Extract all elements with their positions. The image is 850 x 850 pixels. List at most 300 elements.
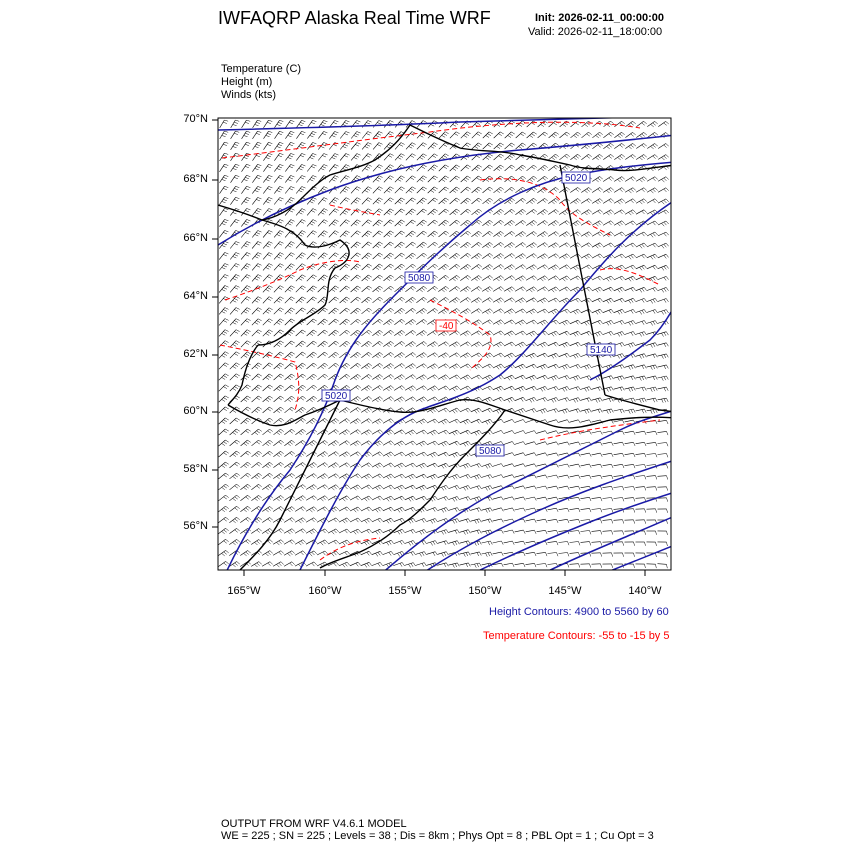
wind-barb-feather <box>224 431 227 433</box>
wind-barb-feather <box>664 233 667 236</box>
wind-barb <box>219 208 224 215</box>
wind-barb <box>340 220 346 227</box>
wind-barb-feather <box>325 441 328 444</box>
wind-barb <box>428 242 435 248</box>
wind-barb <box>263 253 269 260</box>
wind-barb-feather <box>477 266 480 269</box>
wind-barb-feather <box>280 131 284 132</box>
wind-barb-feather <box>365 256 368 258</box>
wind-barb <box>296 220 302 227</box>
wind-barb-feather <box>611 199 614 202</box>
wind-barb <box>241 219 246 226</box>
wind-barb-feather <box>521 200 524 203</box>
wind-barb <box>472 132 478 138</box>
wind-barb-feather <box>312 321 315 323</box>
wind-barb <box>614 509 623 510</box>
wind-barb <box>395 275 402 281</box>
wind-barb-feather <box>398 333 401 336</box>
wind-barb-feather <box>380 430 383 433</box>
wind-barb-feather <box>620 277 623 280</box>
wind-barb-feather <box>631 388 633 392</box>
wind-barb-feather <box>443 134 447 136</box>
wind-barb-feather <box>567 342 570 345</box>
wind-barb-feather <box>279 387 282 389</box>
wind-barb-feather <box>466 464 468 467</box>
wind-barb <box>658 343 667 345</box>
wind-barb-feather <box>423 176 427 178</box>
wind-barb-feather <box>666 321 668 324</box>
wind-barb-feather <box>259 495 262 498</box>
wind-barb-feather <box>565 354 567 357</box>
wind-barb <box>263 429 270 435</box>
wind-barb-feather <box>434 187 437 189</box>
wind-barb-feather <box>376 509 379 512</box>
wind-barb-feather <box>468 242 471 244</box>
wind-barb-feather <box>377 200 381 202</box>
wind-barb <box>241 341 247 347</box>
wind-barb-feather <box>664 266 667 269</box>
wind-barb-feather <box>466 387 469 390</box>
wind-barb-feather <box>324 231 328 233</box>
wind-barb-feather <box>256 266 260 268</box>
wind-barb-feather <box>609 123 612 125</box>
wind-barb <box>274 164 279 171</box>
wind-barb <box>362 264 369 270</box>
wind-barb-feather <box>357 297 360 299</box>
wind-barb-feather <box>567 420 569 423</box>
wind-barb-feather <box>245 310 249 312</box>
wind-barb-feather <box>543 233 546 236</box>
wind-barb-feather <box>258 164 262 165</box>
wind-barb-feather <box>234 288 238 290</box>
wind-barb-feather <box>324 131 328 133</box>
wind-barb <box>395 209 402 215</box>
wind-barb-feather <box>541 388 543 391</box>
wind-barb <box>570 475 579 477</box>
wind-barb-feather <box>512 276 515 279</box>
wind-barb-feather <box>578 364 580 367</box>
wind-barb-feather <box>379 220 383 222</box>
wind-barb-feather <box>464 421 467 424</box>
wind-barb-feather <box>455 244 458 246</box>
wind-barb-feather <box>501 331 504 334</box>
wind-barb-feather <box>464 465 466 468</box>
wind-barb <box>548 486 557 488</box>
wind-barb-feather <box>466 365 469 368</box>
wind-barb <box>383 507 391 511</box>
wind-barb-feather <box>479 375 482 378</box>
wind-barb-feather <box>289 133 293 134</box>
wind-barb-feather <box>269 164 273 165</box>
wind-barb-feather <box>268 431 271 433</box>
wind-barb-feather <box>244 421 247 423</box>
wind-barb-feather <box>629 388 631 392</box>
wind-barb <box>614 453 623 454</box>
wind-barb-feather <box>302 176 306 178</box>
wind-barb-feather <box>424 397 427 400</box>
wind-barb <box>274 198 280 205</box>
wind-barb <box>427 441 435 445</box>
wind-barb-feather <box>510 222 513 225</box>
wind-barb-feather <box>334 464 337 467</box>
wind-barb-feather <box>387 168 391 170</box>
wind-barb-feather <box>356 365 359 368</box>
wind-barb-feather <box>465 145 469 147</box>
wind-barb-feather <box>412 220 415 222</box>
wind-barb <box>504 431 512 434</box>
wind-barb-feather <box>420 135 424 137</box>
wind-barb-feather <box>633 155 636 158</box>
wind-barb-feather <box>664 288 666 291</box>
wind-barb-feather <box>486 267 489 270</box>
wind-barb-feather <box>534 475 536 478</box>
wind-barb-feather <box>455 266 458 269</box>
wind-barb-feather <box>324 209 328 211</box>
wind-barb-feather <box>622 232 625 235</box>
wind-barb-feather <box>432 178 436 180</box>
wind-barb-feather <box>631 332 633 335</box>
wind-barb <box>241 319 247 326</box>
wind-barb <box>340 231 346 237</box>
wind-barb-feather <box>455 497 457 500</box>
wind-barb <box>273 462 280 467</box>
wind-barb-feather <box>358 485 361 488</box>
wind-barb-feather <box>301 519 304 522</box>
wind-barb-feather <box>357 154 361 156</box>
wind-barb-feather <box>501 220 504 223</box>
wind-barb <box>230 352 236 358</box>
wind-barb-feather <box>574 289 577 292</box>
wind-barb-feather <box>323 376 326 378</box>
wind-barb-feather <box>292 485 295 488</box>
wind-barb <box>384 242 391 248</box>
wind-barb-feather <box>321 322 324 324</box>
wind-barb-feather <box>345 486 348 489</box>
wind-barb <box>526 364 534 368</box>
wind-barb-feather <box>413 297 416 300</box>
wind-barb-feather <box>476 156 479 158</box>
wind-barb-feather <box>222 136 226 137</box>
wind-barb-feather <box>523 442 525 445</box>
wind-barb-feather <box>565 167 568 170</box>
wind-barb-feather <box>247 319 251 321</box>
wind-barb-feather <box>455 310 458 313</box>
wind-barb-feather <box>292 451 295 454</box>
wind-barb-feather <box>247 407 250 409</box>
wind-barb-feather <box>434 220 437 222</box>
wind-barb-feather <box>420 289 423 292</box>
wind-barb-feather <box>662 289 664 292</box>
wind-barb-feather <box>314 518 317 521</box>
wind-barb-feather <box>530 201 533 204</box>
wind-barb <box>318 352 325 358</box>
wind-barb-feather <box>356 277 359 279</box>
wind-barb-feather <box>464 157 467 159</box>
wind-barb <box>394 496 402 500</box>
wind-barb-feather <box>651 278 653 281</box>
wind-barb <box>285 396 292 402</box>
wind-barb-feather <box>556 475 558 479</box>
wind-barb-feather <box>590 497 592 501</box>
wind-barb-feather <box>567 486 569 490</box>
wind-barb-feather <box>556 420 558 423</box>
wind-barb <box>538 132 545 138</box>
wind-barb-feather <box>644 365 646 369</box>
wind-barb-feather <box>532 266 535 269</box>
wind-barb <box>362 308 369 314</box>
wind-barb-feather <box>334 475 337 478</box>
wind-barb-feather <box>225 407 228 409</box>
wind-barb <box>373 198 379 204</box>
wind-barb <box>252 275 258 282</box>
wind-barb-feather <box>422 299 425 302</box>
wind-barb <box>592 420 601 422</box>
wind-barb-feather <box>245 244 249 246</box>
wind-barb-feather <box>410 145 414 147</box>
wind-barb-feather <box>291 142 295 143</box>
wind-barb-feather <box>290 475 293 478</box>
wind-barb <box>625 265 633 269</box>
wind-barb-feather <box>468 430 471 433</box>
wind-barb-feather <box>653 145 656 148</box>
wind-barb-feather <box>335 308 338 310</box>
wind-barb-feather <box>411 310 414 313</box>
wind-barb-feather <box>475 190 478 192</box>
wind-barb-feather <box>510 354 513 357</box>
wind-barb-feather <box>587 266 590 269</box>
wind-barb-feather <box>269 131 273 132</box>
wind-barb-feather <box>379 231 382 233</box>
wind-barb-feather <box>303 496 306 499</box>
wind-barb-feather <box>259 473 262 475</box>
wind-barb-feather <box>246 398 249 400</box>
wind-barb <box>592 464 601 466</box>
wind-barb-feather <box>235 442 238 444</box>
wind-barb-feather <box>589 365 591 368</box>
wind-barb-feather <box>413 452 416 455</box>
wind-barb <box>263 385 270 391</box>
wind-barb-feather <box>269 396 272 398</box>
wind-barb-feather <box>412 121 416 123</box>
wind-barb-feather <box>321 366 324 368</box>
wind-barb-feather <box>366 244 369 246</box>
wind-barb-feather <box>347 518 350 521</box>
wind-barb-feather <box>391 352 394 355</box>
wind-barb-feather <box>633 132 636 135</box>
wind-barb-feather <box>279 486 282 489</box>
wind-barb <box>384 286 391 292</box>
wind-barb-feather <box>468 452 470 455</box>
wind-barb-feather <box>644 321 646 324</box>
wind-barb-feather <box>532 398 534 401</box>
wind-barb-feather <box>519 168 522 170</box>
wind-barb-feather <box>576 200 579 203</box>
wind-barb-feather <box>497 300 500 303</box>
wind-barb-feather <box>343 300 346 302</box>
wind-barb-feather <box>256 365 259 367</box>
wind-barb-feather <box>409 146 413 148</box>
wind-barb <box>296 396 303 402</box>
wind-barb-feather <box>490 353 493 356</box>
wind-barb <box>537 342 545 346</box>
wind-barb <box>614 265 622 269</box>
wind-barb-feather <box>446 485 448 488</box>
wind-barb <box>230 308 236 315</box>
wind-barb-feather <box>311 266 315 268</box>
wind-barb-feather <box>490 242 493 245</box>
wind-barb <box>329 253 335 259</box>
wind-barb-feather <box>313 352 316 354</box>
wind-barb-feather <box>336 419 339 422</box>
wind-barb-feather <box>446 286 449 289</box>
wind-barb-feather <box>666 265 668 268</box>
wind-barb-feather <box>497 234 500 237</box>
wind-barb-feather <box>478 176 481 178</box>
wind-barb-feather <box>366 123 370 125</box>
wind-barb-feather <box>367 442 370 445</box>
wind-barb-feather <box>612 486 614 490</box>
wind-barb-feather <box>499 167 502 169</box>
wind-barb <box>263 153 268 160</box>
wind-barb-feather <box>622 132 625 135</box>
wind-barb <box>603 498 612 499</box>
wind-barb <box>372 507 380 511</box>
wind-barb <box>416 297 423 302</box>
wind-barb-feather <box>391 330 394 333</box>
wind-barb-feather <box>600 199 603 202</box>
wind-barb-feather <box>248 484 251 486</box>
wind-barb-feather <box>247 264 251 266</box>
wind-barb-feather <box>225 385 229 387</box>
wind-barb-feather <box>642 200 645 203</box>
wind-barb-feather <box>554 244 557 247</box>
wind-barb-feather <box>301 464 304 467</box>
wind-barb-feather <box>347 452 350 455</box>
wind-barb-feather <box>302 231 306 233</box>
wind-barb-feather <box>477 211 480 213</box>
wind-barb-feather <box>402 319 405 322</box>
wind-barb-feather <box>311 211 315 213</box>
wind-barb <box>493 397 501 401</box>
wind-barb-feather <box>479 353 482 356</box>
wind-barb-feather <box>454 167 457 169</box>
wind-barb <box>274 396 281 402</box>
wind-barb-feather <box>412 132 416 134</box>
wind-barb-feather <box>532 321 535 324</box>
wind-barb-feather <box>270 440 273 442</box>
wind-barb-feather <box>379 143 383 145</box>
wind-barb-feather <box>248 473 251 475</box>
wind-barb-feather <box>269 242 273 244</box>
wind-barb-feather <box>288 443 291 446</box>
wind-barb-feather <box>346 264 349 266</box>
wind-barb-feather <box>270 462 273 465</box>
wind-barb-feather <box>442 179 445 181</box>
wind-barb-feather <box>490 508 492 511</box>
wind-barb-feather <box>399 189 403 191</box>
wind-barb-feather <box>534 364 537 367</box>
wind-barb-feather <box>545 475 547 479</box>
wind-barb-feather <box>301 409 304 411</box>
wind-barb-feather <box>598 134 601 136</box>
wind-barb-feather <box>618 223 621 226</box>
wind-barb-feather <box>335 131 339 133</box>
wind-barb-feather <box>291 286 295 288</box>
wind-barb <box>251 462 258 468</box>
wind-barb <box>307 385 314 391</box>
wind-barb-feather <box>444 453 447 456</box>
wind-barb <box>548 187 555 192</box>
wind-barb-feather <box>313 165 317 167</box>
wind-barb-feather <box>391 375 394 378</box>
wind-barb-feather <box>563 212 566 215</box>
wind-barb-feather <box>321 168 325 170</box>
wind-barb-feather <box>312 354 315 356</box>
wind-barb-feather <box>554 332 557 335</box>
wind-barb-feather <box>622 464 624 468</box>
wind-barb-feather <box>345 519 348 522</box>
wind-barb-feather <box>622 143 625 146</box>
wind-barb-feather <box>433 266 436 268</box>
wind-barb-feather <box>512 375 515 378</box>
wind-barb-feather <box>499 222 502 225</box>
wind-barb-feather <box>576 277 579 280</box>
wind-barb-feather <box>598 376 600 379</box>
wind-barb <box>559 442 568 444</box>
wind-barb-feather <box>247 429 250 431</box>
wind-barb-feather <box>291 264 295 266</box>
wind-barb-feather <box>411 497 414 500</box>
wind-barb-feather <box>556 342 559 345</box>
wind-barb-feather <box>303 463 306 466</box>
wind-barb-feather <box>258 407 261 409</box>
wind-barb-feather <box>554 255 557 258</box>
wind-barb-feather <box>400 310 403 313</box>
wind-barb-feather <box>490 497 492 500</box>
wind-barb-feather <box>589 409 591 412</box>
wind-barb-feather <box>257 409 260 411</box>
wind-barb-feather <box>290 343 293 345</box>
wind-barb-feather <box>422 343 425 346</box>
wind-barb-feather <box>457 408 460 411</box>
wind-barb-feather <box>357 176 361 178</box>
wind-barb <box>658 443 667 444</box>
wind-barb-feather <box>666 398 668 402</box>
wind-barb-feather <box>387 234 390 236</box>
wind-barb-feather <box>323 365 326 367</box>
wind-barb-feather <box>365 234 368 236</box>
wind-barb-feather <box>554 409 556 412</box>
wind-barb <box>219 230 224 237</box>
wind-barb <box>504 475 513 478</box>
wind-barb-feather <box>435 342 438 345</box>
wind-barb-feather <box>609 388 611 391</box>
wind-barb-feather <box>609 399 611 403</box>
wind-barb-feather <box>400 255 403 257</box>
wind-barb-feather <box>225 363 229 365</box>
wind-barb-feather <box>662 201 665 204</box>
wind-barb-feather <box>299 410 302 413</box>
wind-barb <box>219 429 226 435</box>
wind-barb-feather <box>629 322 631 325</box>
wind-barb-feather <box>368 231 372 233</box>
wind-barb-feather <box>257 120 261 121</box>
wind-barb <box>285 286 291 292</box>
wind-barb-feather <box>389 310 392 312</box>
wind-barb-feather <box>554 200 557 203</box>
wind-barb <box>406 143 412 150</box>
wind-barb-feather <box>257 475 260 478</box>
